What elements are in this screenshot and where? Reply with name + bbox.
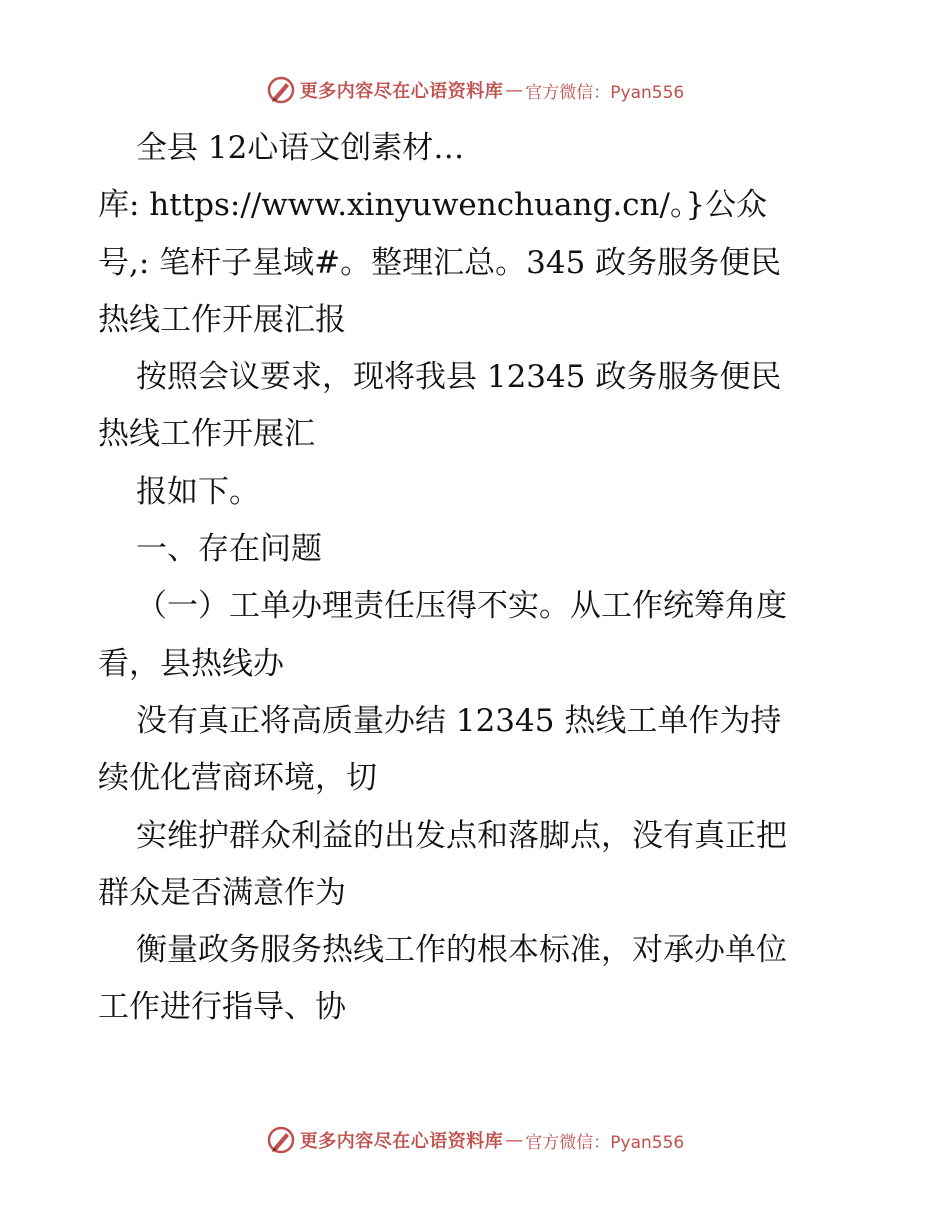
section-heading: 一、存在问题 xyxy=(136,531,322,568)
text-line: 按照会议要求，现将我县 12345 政务服务便民 xyxy=(136,359,782,396)
text-line: 库: https://www.xinyuwenchuang.cn/。}公众 xyxy=(98,187,768,224)
header-banner xyxy=(0,70,950,110)
text-line: 没有真正将高质量办结 12345 热线工单作为持 xyxy=(136,702,782,739)
document-body xyxy=(98,120,858,1037)
text-line: 工作进行指导、协 xyxy=(98,989,346,1026)
footer-banner-wechat: 官方微信：Pyan556 xyxy=(525,1132,685,1153)
text-line: （一）工单办理责任压得不实。从工作统筹角度 xyxy=(136,588,787,625)
text-line: 实维护群众利益的出发点和落脚点，没有真正把 xyxy=(136,817,787,854)
text-line: 热线工作开展汇 xyxy=(98,416,315,453)
text-line: 续优化营商环境，切 xyxy=(98,760,377,797)
text-line: 衡量政务服务热线工作的根本标准，对承办单位 xyxy=(136,932,787,969)
text-line: 热线工作开展汇报 xyxy=(98,301,346,338)
header-banner-dash: — xyxy=(505,79,524,101)
text-line: 报如下。 xyxy=(136,473,260,510)
pen-logo-icon xyxy=(266,1125,296,1155)
pen-logo-icon xyxy=(266,75,296,105)
header-banner-wechat: 官方微信：Pyan556 xyxy=(525,82,685,103)
text-line: 号,: 笔杆子星域#。整理汇总。345 政务服务便民 xyxy=(98,244,782,281)
footer-banner xyxy=(0,1120,950,1160)
footer-banner-text: 更多内容尽在心语资料库 xyxy=(299,1131,504,1152)
header-banner-text: 更多内容尽在心语资料库 xyxy=(299,81,504,102)
footer-banner-dash: — xyxy=(505,1129,524,1151)
text-line: 群众是否满意作为 xyxy=(98,874,346,911)
text-line: 看，县热线办 xyxy=(98,645,284,682)
text-line: 全县 12心语文创素材… xyxy=(136,130,465,166)
